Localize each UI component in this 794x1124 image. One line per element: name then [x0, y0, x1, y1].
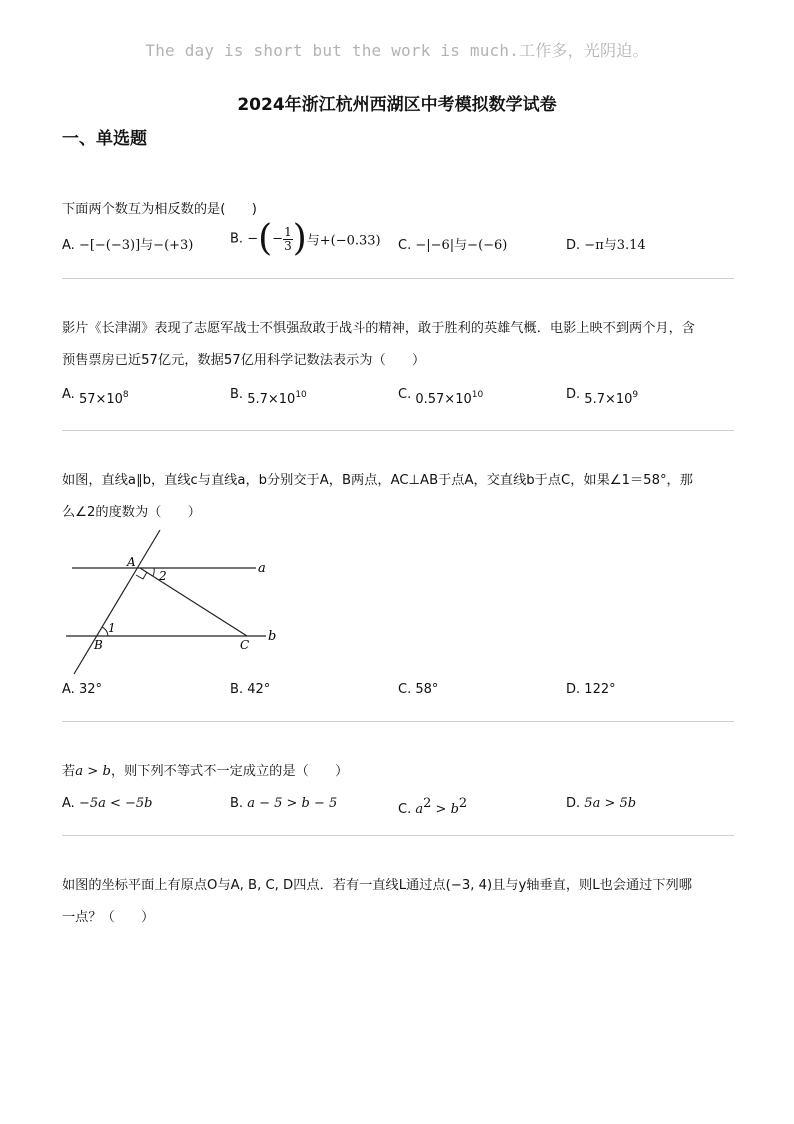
- question-1-option-b[interactable]: [230, 218, 381, 259]
- option-label: A.: [62, 796, 75, 811]
- option-expression: −|−6|与−(−6): [415, 238, 508, 253]
- question-3-line-2: 么∠2的度数为（ ）: [62, 505, 201, 520]
- option-value: 122°: [584, 682, 616, 697]
- option-exponent: 9: [632, 390, 639, 400]
- question-4-text-pre: 若: [62, 764, 76, 779]
- option-exponent: 10: [471, 390, 484, 400]
- option-label: B.: [230, 387, 244, 402]
- question-divider: [62, 430, 734, 431]
- question-2-option-d[interactable]: [566, 385, 639, 407]
- label-C: C: [240, 638, 250, 652]
- option-exponent-b: 2: [458, 796, 468, 811]
- page-title: 2024年浙江杭州西湖区中考模拟数学试卷: [237, 95, 557, 115]
- option-exponent: 8: [122, 390, 129, 400]
- question-1-option-c[interactable]: [398, 234, 507, 253]
- option-label: B.: [230, 796, 244, 811]
- option-label: C.: [398, 387, 412, 402]
- label-2: 2: [159, 569, 167, 583]
- option-base: 57×10: [78, 392, 123, 407]
- option-minus-sign: −: [247, 231, 259, 247]
- option-exponent-a: 2: [423, 796, 432, 811]
- label-b: b: [268, 629, 277, 644]
- option-label: A.: [62, 238, 75, 253]
- question-1-option-d[interactable]: [566, 234, 646, 253]
- label-1: 1: [108, 621, 116, 635]
- option-base: 5.7×10: [584, 392, 633, 407]
- option-expression: a − 5 > b − 5: [247, 796, 338, 811]
- option-value: 32°: [78, 682, 102, 697]
- option-expression-rest: 与+(−0.33): [306, 233, 381, 249]
- left-paren: (: [258, 218, 273, 259]
- question-2-option-a[interactable]: [62, 385, 129, 407]
- option-label: C.: [398, 802, 412, 817]
- option-value: 58°: [415, 682, 439, 697]
- question-2-option-b[interactable]: [230, 385, 307, 407]
- option-expression: −π与3.14: [584, 238, 646, 253]
- question-divider: [62, 835, 734, 836]
- question-4-text: [62, 756, 734, 788]
- option-value: 42°: [247, 682, 271, 697]
- question-2-line-2: 预售票房已近57亿元，数据57亿用科学记数法表示为（ ）: [62, 353, 426, 368]
- option-label: A.: [62, 682, 75, 697]
- watermark: The day is short but the work is much.工作多，光阴迫。: [145, 41, 649, 60]
- option-base: 0.57×10: [415, 392, 472, 407]
- option-base: 5.7×10: [247, 392, 296, 407]
- option-label: D.: [566, 387, 581, 402]
- question-4-text-post: ，则下列不等式不一定成立的是（ ）: [110, 764, 349, 779]
- angle-2-arc: [153, 568, 154, 576]
- option-label: D.: [566, 796, 581, 811]
- question-2-option-c[interactable]: [398, 385, 484, 407]
- question-3-option-d[interactable]: [566, 682, 616, 697]
- question-4-option-d[interactable]: [566, 796, 636, 811]
- question-1-option-a[interactable]: [62, 234, 193, 253]
- fraction: [283, 226, 293, 253]
- question-5-line-2: 一点？（ ）: [62, 910, 155, 925]
- question-3-option-c[interactable]: [398, 682, 438, 697]
- line-c: [74, 530, 160, 674]
- question-4-option-b[interactable]: [230, 796, 337, 811]
- fraction-numerator: 1: [284, 224, 292, 239]
- option-label: B.: [230, 682, 244, 697]
- option-exponent: 10: [295, 390, 307, 400]
- question-2-line-1: 影片《长津湖》表现了志愿军战士不惧强敌敢于战斗的精神，敢于胜利的英雄气概．电影上映不到两个月，含: [62, 321, 695, 336]
- option-label: B.: [230, 231, 244, 247]
- question-divider: [62, 721, 734, 722]
- option-expression: 5a > 5b: [584, 796, 637, 811]
- option-label: D.: [566, 238, 581, 253]
- question-4-option-c[interactable]: [398, 796, 467, 817]
- option-label: D.: [566, 682, 581, 697]
- inner-minus-sign: −: [272, 231, 284, 247]
- geometry-figure: [60, 528, 280, 678]
- option-expression: −5a < −5b: [78, 796, 153, 811]
- right-paren: ): [292, 218, 307, 259]
- section-heading: 一、单选题: [62, 129, 147, 149]
- fraction-denominator: 3: [284, 238, 292, 253]
- question-3-option-a[interactable]: [62, 682, 102, 697]
- option-label: A.: [62, 387, 75, 402]
- question-3-line-1: 如图，直线a∥b，直线c与直线a，b分别交于A，B两点，AC⊥AB于点A，交直线b于点C，如果∠1＝58°，那: [62, 473, 693, 488]
- segment-ac: [140, 568, 247, 636]
- option-expression-a: a: [415, 802, 424, 817]
- option-expression-mid: > b: [431, 802, 459, 817]
- question-3-option-b[interactable]: [230, 682, 270, 697]
- option-expression: −[−(−3)]与−(+3): [78, 238, 194, 253]
- option-label: C.: [398, 682, 412, 697]
- right-angle-mark: [136, 572, 147, 579]
- question-5-line-1: 如图的坐标平面上有原点O与A, B, C, D四点．若有一直线L通过点(−3, 4)且与y轴垂直，则L也会通过下列哪: [62, 878, 692, 893]
- question-divider: [62, 278, 734, 279]
- label-A: A: [127, 555, 136, 569]
- question-1-text: 下面两个数互为相反数的是( ): [62, 202, 257, 217]
- label-a: a: [258, 561, 266, 576]
- label-B: B: [94, 638, 103, 652]
- question-4-option-a[interactable]: [62, 796, 153, 811]
- option-label: C.: [398, 238, 412, 253]
- question-4-math: a > b: [75, 764, 111, 779]
